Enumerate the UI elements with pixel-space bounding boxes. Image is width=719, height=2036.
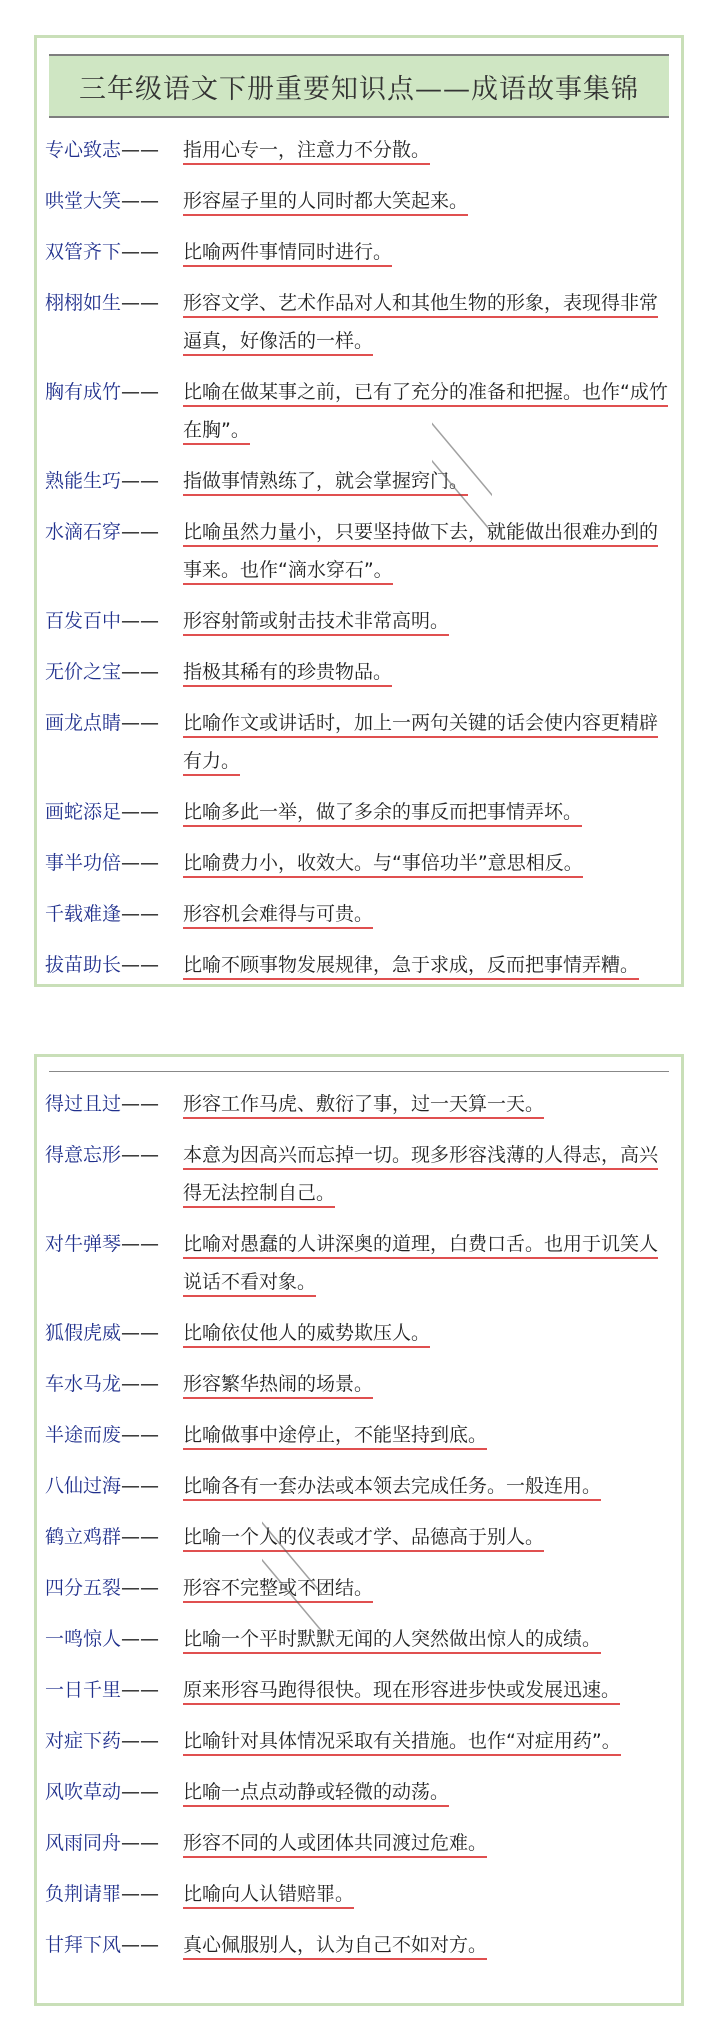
idiom-separator: —— (121, 954, 160, 976)
idiom-term (45, 946, 183, 984)
idiom-entry (45, 946, 673, 984)
idiom-definition-text: 比喻费力小，收效大。与“事倍功半”意思相反。 (183, 852, 583, 878)
idiom-entry (45, 1416, 673, 1454)
idiom-term-text: 无价之宝 (45, 661, 122, 683)
idiom-term-text: 对症下药 (45, 1730, 122, 1752)
idiom-separator: —— (121, 1577, 160, 1599)
idiom-separator: —— (121, 470, 160, 492)
idiom-definition-text: 比喻针对具体情况采取有关措施。也作“对症用药”。 (183, 1730, 621, 1756)
idiom-definition-text: 真心佩服别人，认为自己不如对方。 (183, 1934, 487, 1960)
idiom-definition-text: 指极其稀有的珍贵物品。 (183, 661, 392, 687)
idiom-entry (45, 1722, 673, 1760)
idiom-term-text: 得过且过 (45, 1093, 122, 1115)
idiom-definition-text: 比喻一个人的仪表或才学、品德高于别人。 (183, 1526, 544, 1552)
idiom-definition (183, 1467, 673, 1505)
idiom-definition-text: 形容屋子里的人同时都大笑起来。 (183, 190, 468, 216)
idiom-list-2 (37, 1085, 681, 1964)
idiom-definition (183, 284, 673, 360)
idiom-term-text: 鹤立鸡群 (45, 1526, 122, 1548)
idiom-separator: —— (121, 241, 160, 263)
idiom-term (45, 1518, 183, 1556)
idiom-separator: —— (121, 190, 160, 212)
idiom-term (45, 844, 183, 882)
idiom-term-text: 拔苗助长 (45, 954, 122, 976)
idiom-definition (183, 233, 673, 271)
idiom-definition (183, 462, 673, 500)
idiom-term-text: 熟能生巧 (45, 470, 122, 492)
idiom-separator: —— (121, 1144, 160, 1166)
idiom-definition (183, 1225, 673, 1301)
idiom-separator: —— (121, 903, 160, 925)
idiom-term (45, 1569, 183, 1607)
idiom-definition (183, 131, 673, 169)
idiom-separator: —— (121, 381, 160, 403)
idiom-definition-text: 比喻对愚蠢的人讲深奥的道理，白费口舌。也用于讥笑人说话不看对象。 (183, 1233, 658, 1297)
idiom-term (45, 793, 183, 831)
idiom-definition (183, 1926, 673, 1964)
idiom-definition-text: 比喻在做某事之前，已有了充分的准备和把握。也作“成竹在胸”。 (183, 381, 668, 445)
idiom-term-text: 狐假虎威 (45, 1322, 122, 1344)
idiom-entry (45, 233, 673, 271)
idiom-term-text: 得意忘形 (45, 1144, 122, 1166)
idiom-term (45, 704, 183, 780)
idiom-separator: —— (121, 1883, 160, 1905)
idiom-term-text: 百发百中 (45, 610, 122, 632)
idiom-term-text: 水滴石穿 (45, 521, 122, 543)
idiom-definition-text: 比喻一点点动静或轻微的动荡。 (183, 1781, 449, 1807)
idiom-term-text: 风吹草动 (45, 1781, 122, 1803)
idiom-entry (45, 1620, 673, 1658)
idiom-separator: —— (121, 1526, 160, 1548)
idiom-term-text: 一日千里 (45, 1679, 122, 1701)
idiom-term (45, 1722, 183, 1760)
idiom-definition-text: 比喻虽然力量小，只要坚持做下去，就能做出很难办到的事来。也作“滴水穿石”。 (183, 521, 658, 585)
idiom-term (45, 233, 183, 271)
idiom-definition (183, 1875, 673, 1913)
idiom-term-text: 对牛弹琴 (45, 1233, 122, 1255)
top-divider (49, 1071, 669, 1072)
idiom-term (45, 131, 183, 169)
idiom-entry (45, 1824, 673, 1862)
idiom-term (45, 1085, 183, 1123)
idiom-term (45, 462, 183, 500)
idiom-definition (183, 1773, 673, 1811)
idiom-definition (183, 1085, 673, 1123)
idiom-separator: —— (121, 852, 160, 874)
idiom-entry (45, 284, 673, 360)
idiom-definition-text: 形容不完整或不团结。 (183, 1577, 373, 1603)
idiom-separator: —— (121, 1679, 160, 1701)
idiom-separator: —— (121, 1832, 160, 1854)
idiom-term (45, 1926, 183, 1964)
idiom-definition-text: 比喻各有一套办法或本领去完成任务。一般连用。 (183, 1475, 601, 1501)
idiom-separator: —— (121, 801, 160, 823)
idiom-definition-text: 比喻多此一举，做了多余的事反而把事情弄坏。 (183, 801, 582, 827)
idiom-definition-text: 形容射箭或射击技术非常高明。 (183, 610, 449, 636)
idiom-entry (45, 1875, 673, 1913)
idiom-term (45, 182, 183, 220)
idiom-definition-text: 形容工作马虎、敷衍了事，过一天算一天。 (183, 1093, 544, 1119)
idiom-entry (45, 1671, 673, 1709)
idiom-entry (45, 1773, 673, 1811)
idiom-term (45, 895, 183, 933)
idiom-separator: —— (121, 139, 160, 161)
idiom-separator: —— (121, 712, 160, 734)
idiom-entry (45, 653, 673, 691)
idiom-separator: —— (121, 1233, 160, 1255)
idiom-separator: —— (121, 521, 160, 543)
idiom-term-text: 风雨同舟 (45, 1832, 122, 1854)
idiom-term-text: 车水马龙 (45, 1373, 122, 1395)
idiom-separator: —— (121, 1093, 160, 1115)
idiom-entry (45, 131, 673, 169)
idiom-entry (45, 1518, 673, 1556)
idiom-entry (45, 602, 673, 640)
idiom-term (45, 1467, 183, 1505)
idiom-entry (45, 373, 673, 449)
idiom-term (45, 373, 183, 449)
idiom-separator: —— (121, 1373, 160, 1395)
idiom-definition (183, 1671, 673, 1709)
idiom-definition-text: 比喻做事中途停止，不能坚持到底。 (183, 1424, 487, 1450)
idiom-term-text: 画龙点睛 (45, 712, 122, 734)
idiom-term (45, 1365, 183, 1403)
idiom-definition (183, 844, 673, 882)
idiom-term (45, 1136, 183, 1212)
idiom-term-text: 双管齐下 (45, 241, 122, 263)
idiom-definition-text: 指用心专一，注意力不分散。 (183, 139, 430, 165)
idiom-entry (45, 1136, 673, 1212)
idiom-definition (183, 1136, 673, 1212)
idiom-entry (45, 1225, 673, 1301)
idiom-entry (45, 1467, 673, 1505)
idiom-entry (45, 462, 673, 500)
idiom-definition-text: 比喻两件事情同时进行。 (183, 241, 392, 267)
idiom-definition-text: 形容繁华热闹的场景。 (183, 1373, 373, 1399)
idiom-term-text: 半途而废 (45, 1424, 122, 1446)
idiom-definition (183, 1518, 673, 1556)
idiom-entry (45, 1365, 673, 1403)
idiom-definition (183, 704, 673, 780)
idiom-definition-text: 原来形容马跑得很快。现在形容进步快或发展迅速。 (183, 1679, 620, 1705)
idiom-term (45, 1671, 183, 1709)
idiom-term-text: 负荆请罪 (45, 1883, 122, 1905)
idiom-definition (183, 1569, 673, 1607)
idiom-term-text: 哄堂大笑 (45, 190, 122, 212)
idiom-definition-text: 形容不同的人或团体共同渡过危难。 (183, 1832, 487, 1858)
idiom-entry (45, 182, 673, 220)
idiom-term (45, 1416, 183, 1454)
idiom-term (45, 284, 183, 360)
idiom-definition (183, 513, 673, 589)
idiom-entry (45, 1314, 673, 1352)
idiom-definition (183, 946, 673, 984)
idiom-term-text: 一鸣惊人 (45, 1628, 122, 1650)
idiom-definition (183, 1314, 673, 1352)
idiom-definition-text: 比喻不顾事物发展规律，急于求成，反而把事情弄糟。 (183, 954, 639, 980)
idiom-card-2 (34, 1054, 684, 2006)
idiom-term (45, 1225, 183, 1301)
idiom-definition-text: 比喻作文或讲话时，加上一两句关键的话会使内容更精辟有力。 (183, 712, 658, 776)
idiom-definition-text: 形容机会难得与可贵。 (183, 903, 373, 929)
idiom-separator: —— (121, 661, 160, 683)
idiom-term (45, 653, 183, 691)
idiom-definition (183, 602, 673, 640)
idiom-term-text: 千载难逢 (45, 903, 122, 925)
idiom-entry (45, 844, 673, 882)
idiom-term-text: 胸有成竹 (45, 381, 122, 403)
idiom-separator: —— (121, 1781, 160, 1803)
idiom-term (45, 602, 183, 640)
idiom-definition-text: 指做事情熟练了，就会掌握窍门。 (183, 470, 468, 496)
idiom-term (45, 1824, 183, 1862)
idiom-term (45, 1620, 183, 1658)
idiom-separator: —— (121, 610, 160, 632)
idiom-definition-text: 比喻依仗他人的威势欺压人。 (183, 1322, 430, 1348)
idiom-entry (45, 793, 673, 831)
idiom-term-text: 甘拜下风 (45, 1934, 122, 1956)
idiom-term-text: 八仙过海 (45, 1475, 122, 1497)
idiom-definition (183, 653, 673, 691)
idiom-entry (45, 1085, 673, 1123)
idiom-separator: —— (121, 1730, 160, 1752)
idiom-separator: —— (121, 1322, 160, 1344)
page-title: 三年级语文下册重要知识点——成语故事集锦 (49, 54, 669, 118)
idiom-entry (45, 513, 673, 589)
idiom-entry (45, 704, 673, 780)
idiom-definition (183, 1620, 673, 1658)
idiom-definition (183, 1416, 673, 1454)
idiom-term (45, 1314, 183, 1352)
idiom-separator: —— (121, 1424, 160, 1446)
idiom-term (45, 1773, 183, 1811)
idiom-term-text: 事半功倍 (45, 852, 122, 874)
idiom-definition (183, 1365, 673, 1403)
idiom-definition-text: 形容文学、艺术作品对人和其他生物的形象，表现得非常逼真，好像活的一样。 (183, 292, 658, 356)
idiom-term-text: 画蛇添足 (45, 801, 122, 823)
idiom-term (45, 1875, 183, 1913)
idiom-separator: —— (121, 1628, 160, 1650)
idiom-separator: —— (121, 1475, 160, 1497)
idiom-definition (183, 182, 673, 220)
idiom-term-text: 栩栩如生 (45, 292, 122, 314)
idiom-list-1 (37, 131, 681, 984)
idiom-definition (183, 895, 673, 933)
idiom-definition-text: 本意为因高兴而忘掉一切。现多形容浅薄的人得志，高兴得无法控制自己。 (183, 1144, 658, 1208)
idiom-entry (45, 1569, 673, 1607)
idiom-definition-text: 比喻一个平时默默无闻的人突然做出惊人的成绩。 (183, 1628, 601, 1654)
idiom-entry (45, 895, 673, 933)
idiom-separator: —— (121, 292, 160, 314)
idiom-definition (183, 1722, 673, 1760)
idiom-term-text: 四分五裂 (45, 1577, 122, 1599)
idiom-separator: —— (121, 1934, 160, 1956)
idiom-definition (183, 1824, 673, 1862)
idiom-term-text: 专心致志 (45, 139, 122, 161)
idiom-definition-text: 比喻向人认错赔罪。 (183, 1883, 354, 1909)
idiom-card-1 (34, 35, 684, 987)
idiom-definition (183, 793, 673, 831)
idiom-definition (183, 373, 673, 449)
idiom-term (45, 513, 183, 589)
idiom-entry (45, 1926, 673, 1964)
